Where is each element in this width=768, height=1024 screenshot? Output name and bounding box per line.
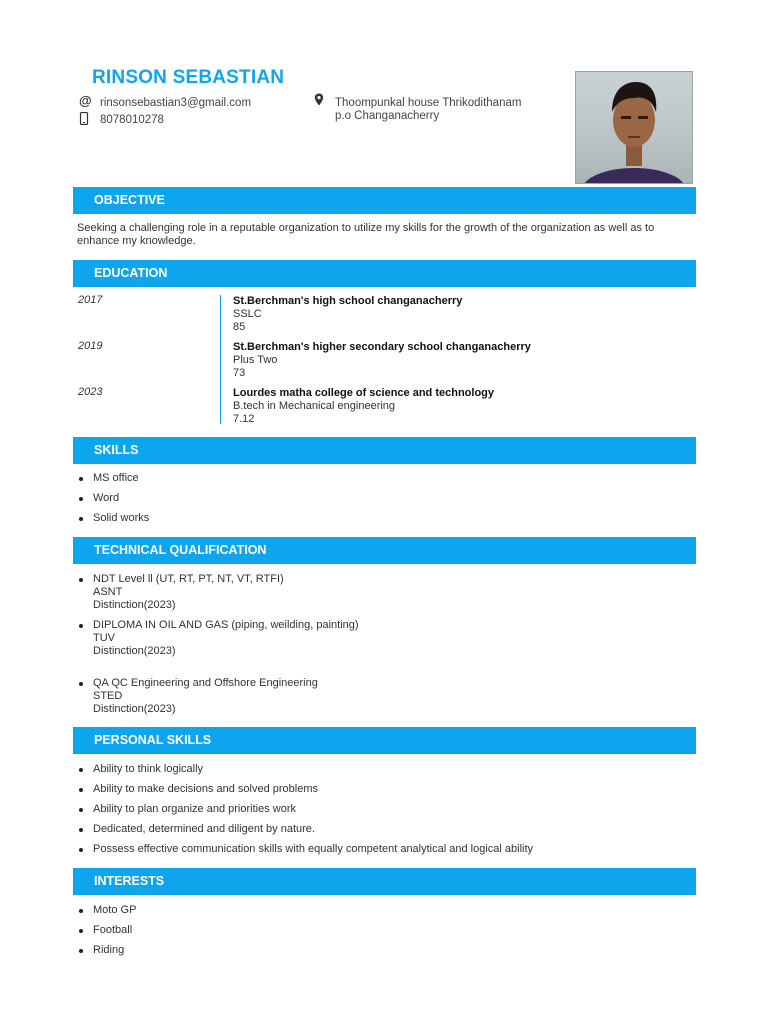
address-line-2: p.o Changanacherry <box>335 110 440 122</box>
interest-item: Moto GP <box>93 904 137 916</box>
education-year: 2017 <box>78 294 103 306</box>
mobile-phone-icon <box>79 112 93 126</box>
resume-name: RINSON SEBASTIAN <box>92 67 285 88</box>
phone-text: 8078010278 <box>100 114 164 126</box>
section-personal-skills <box>73 727 696 754</box>
qualification-body: STED <box>93 690 123 702</box>
location-pin-icon <box>314 93 328 107</box>
qualification-body: ASNT <box>93 586 123 598</box>
score: 73 <box>233 367 246 379</box>
qualification-item <box>93 619 359 658</box>
qualification-body: TUV <box>93 632 115 644</box>
section-title: PERSONAL SKILLS <box>94 733 212 747</box>
section-title: OBJECTIVE <box>94 193 165 207</box>
education-entry <box>233 341 531 380</box>
interest-item: Riding <box>93 944 125 956</box>
section-interests <box>73 868 696 895</box>
email-text: rinsonsebastian3@gmail.com <box>100 97 252 109</box>
education-entry <box>233 295 462 334</box>
skill-item: Solid works <box>93 512 150 524</box>
qualification-result: Distinction(2023) <box>93 703 176 715</box>
education-timeline <box>220 295 221 424</box>
school-name: St.Berchman's high school changanacherry <box>233 295 463 307</box>
skill-item: Word <box>93 492 120 504</box>
section-skills <box>73 437 696 464</box>
qualification-title: DIPLOMA IN OIL AND GAS (piping, weilding, painting) <box>93 619 359 631</box>
at-sign-icon: @ <box>79 93 92 108</box>
course-name: SSLC <box>233 308 262 320</box>
school-name: St.Berchman's higher secondary school changanacherry <box>233 341 531 353</box>
personal-skill-item: Ability to think logically <box>93 763 204 775</box>
profile-photo <box>575 71 693 184</box>
interest-item: Football <box>93 924 133 936</box>
course-name: Plus Two <box>233 354 278 366</box>
personal-skill-item: Ability to make decisions and solved problems <box>93 783 319 795</box>
section-objective <box>73 187 696 214</box>
qualification-title: NDT Level ll (UT, RT, PT, NT, VT, RTFI) <box>93 573 284 585</box>
qualification-result: Distinction(2023) <box>93 645 176 657</box>
school-name: Lourdes matha college of science and technology <box>233 387 495 399</box>
personal-skill-item: Possess effective communication skills with equally competent analytical and logical ability <box>93 843 534 855</box>
qualification-title: QA QC Engineering and Offshore Engineering <box>93 677 318 689</box>
objective-text-2: enhance my knowledge. <box>77 235 196 247</box>
section-technical-qualification <box>73 537 696 564</box>
section-title: INTERESTS <box>94 874 165 888</box>
qualification-item <box>93 573 284 612</box>
address-line-1: Thoompunkal house Thrikodithanam <box>335 97 522 109</box>
education-entry <box>233 387 494 426</box>
score: 85 <box>233 321 246 333</box>
course-name: B.tech in Mechanical engineering <box>233 400 396 412</box>
objective-text-1: Seeking a challenging role in a reputable organization to utilize my skills for the growth of the organization as well as to <box>77 222 655 234</box>
section-title: TECHNICAL QUALIFICATION <box>94 543 267 557</box>
personal-skill-item: Dedicated, determined and diligent by nature. <box>93 823 315 835</box>
section-title: EDUCATION <box>94 266 168 280</box>
education-year: 2019 <box>78 340 103 352</box>
qualification-result: Distinction(2023) <box>93 599 176 611</box>
personal-skill-item: Ability to plan organize and priorities work <box>93 803 296 815</box>
section-title: SKILLS <box>94 443 139 457</box>
education-year: 2023 <box>78 386 103 398</box>
skill-item: MS office <box>93 472 139 484</box>
section-education <box>73 260 696 287</box>
qualification-item <box>93 677 318 716</box>
score: 7.12 <box>233 413 255 425</box>
